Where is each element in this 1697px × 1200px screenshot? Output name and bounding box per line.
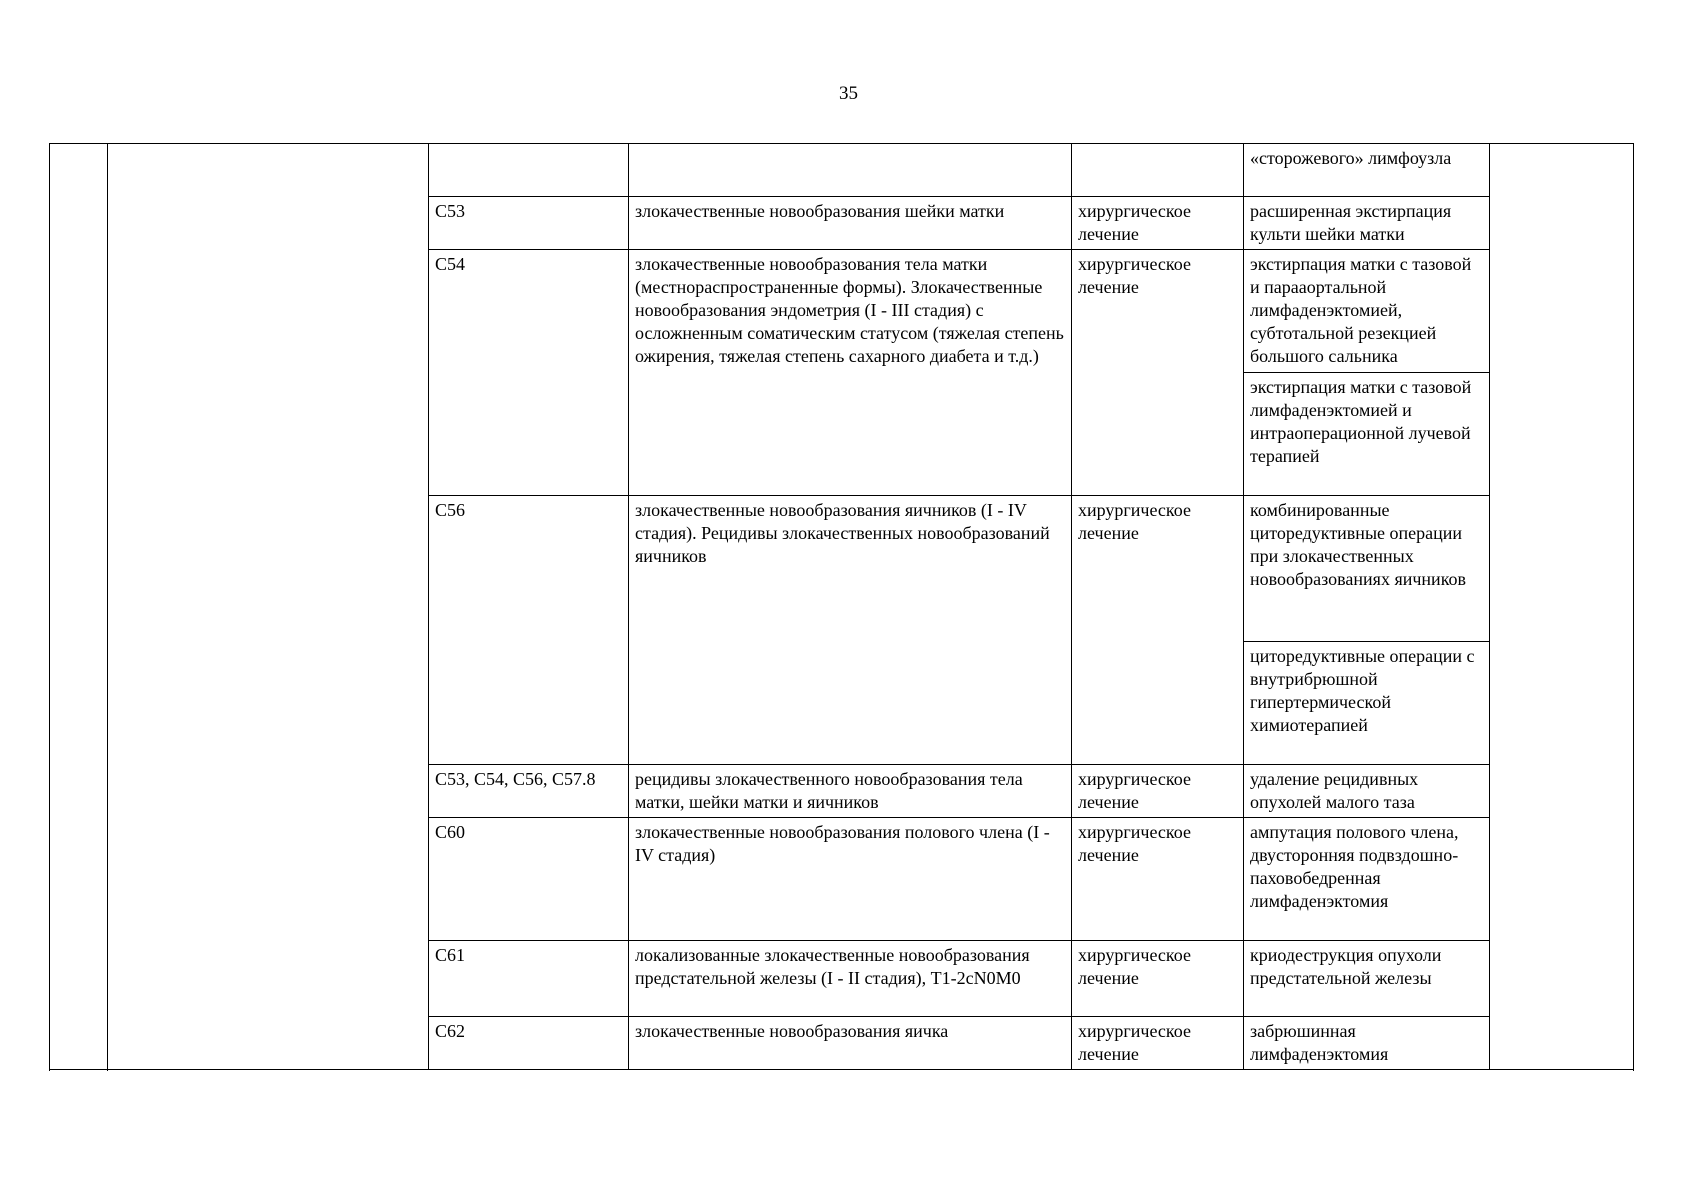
method-cell: забрюшинная лимфаденэктомия [1244,1017,1490,1070]
code-cell: C54 [429,250,629,496]
method-cell: экстирпация матки с тазовой лимфаденэктомией и интраоперационной лучевой терапией [1244,373,1490,496]
treatment-cell: хирургическое лечение [1072,765,1244,818]
table-row [50,144,1634,197]
diagnosis-cell: злокачественные новообразования яичников (I - IV стадия). Рецидивы злокачественных новообразований яичников [629,496,1072,765]
profile-column-cell [108,144,429,1070]
diagnosis-cell [629,144,1072,197]
diagnosis-cell: злокачественные новообразования полового члена (I - IV стадия) [629,818,1072,941]
code-cell [429,144,629,197]
method-cell: комбинированные циторедуктивные операции при злокачественных новообразованиях яичников [1244,496,1490,642]
treatment-cell [1072,144,1244,197]
diagnosis-cell: локализованные злокачественные новообразования предстательной железы (I - II стадия), T1-2cN0M0 [629,941,1072,1017]
method-cell: криодеструкция опухоли предстательной железы [1244,941,1490,1017]
diagnosis-cell: злокачественные новообразования яичка [629,1017,1072,1070]
norm-column-cell [1490,144,1634,1070]
code-cell: C62 [429,1017,629,1070]
code-cell: C56 [429,496,629,765]
diagnosis-cell: рецидивы злокачественного новообразования тела матки, шейки матки и яичников [629,765,1072,818]
treatment-cell: хирургическое лечение [1072,941,1244,1017]
treatment-cell: хирургическое лечение [1072,496,1244,765]
page-number: 35 [839,83,858,104]
diagnosis-cell: злокачественные новообразования тела матки (местнораспространенные формы). Злокачественные новообразования эндометрия (I - III стадия) с осложненным соматическим статусом (тяжелая степень ожирения, тяжелая степень сахарного диабета и т.д.) [629,250,1072,496]
method-cell: циторедуктивные операции с внутрибрюшной гипертермической химиотерапией [1244,642,1490,765]
code-cell: C53, C54, C56, C57.8 [429,765,629,818]
method-cell: расширенная экстирпация культи шейки матки [1244,197,1490,250]
method-cell: ампутация полового члена, двусторонняя подвздошно-паховобедренная лимфаденэктомия [1244,818,1490,941]
method-cell: удаление рецидивных опухолей малого таза [1244,765,1490,818]
diagnosis-cell: злокачественные новообразования шейки матки [629,197,1072,250]
method-cell: «сторожевого» лимфоузла [1244,144,1490,197]
treatment-cell: хирургическое лечение [1072,197,1244,250]
treatment-cell: хирургическое лечение [1072,250,1244,496]
treatment-cell: хирургическое лечение [1072,818,1244,941]
method-cell: экстирпация матки с тазовой и парааортальной лимфаденэктомией, субтотальной резекцией большого сальника [1244,250,1490,373]
number-column-cell [50,144,108,1070]
code-cell: C53 [429,197,629,250]
medical-procedures-table [49,143,1634,1070]
treatment-cell: хирургическое лечение [1072,1017,1244,1070]
code-cell: C61 [429,941,629,1017]
code-cell: C60 [429,818,629,941]
